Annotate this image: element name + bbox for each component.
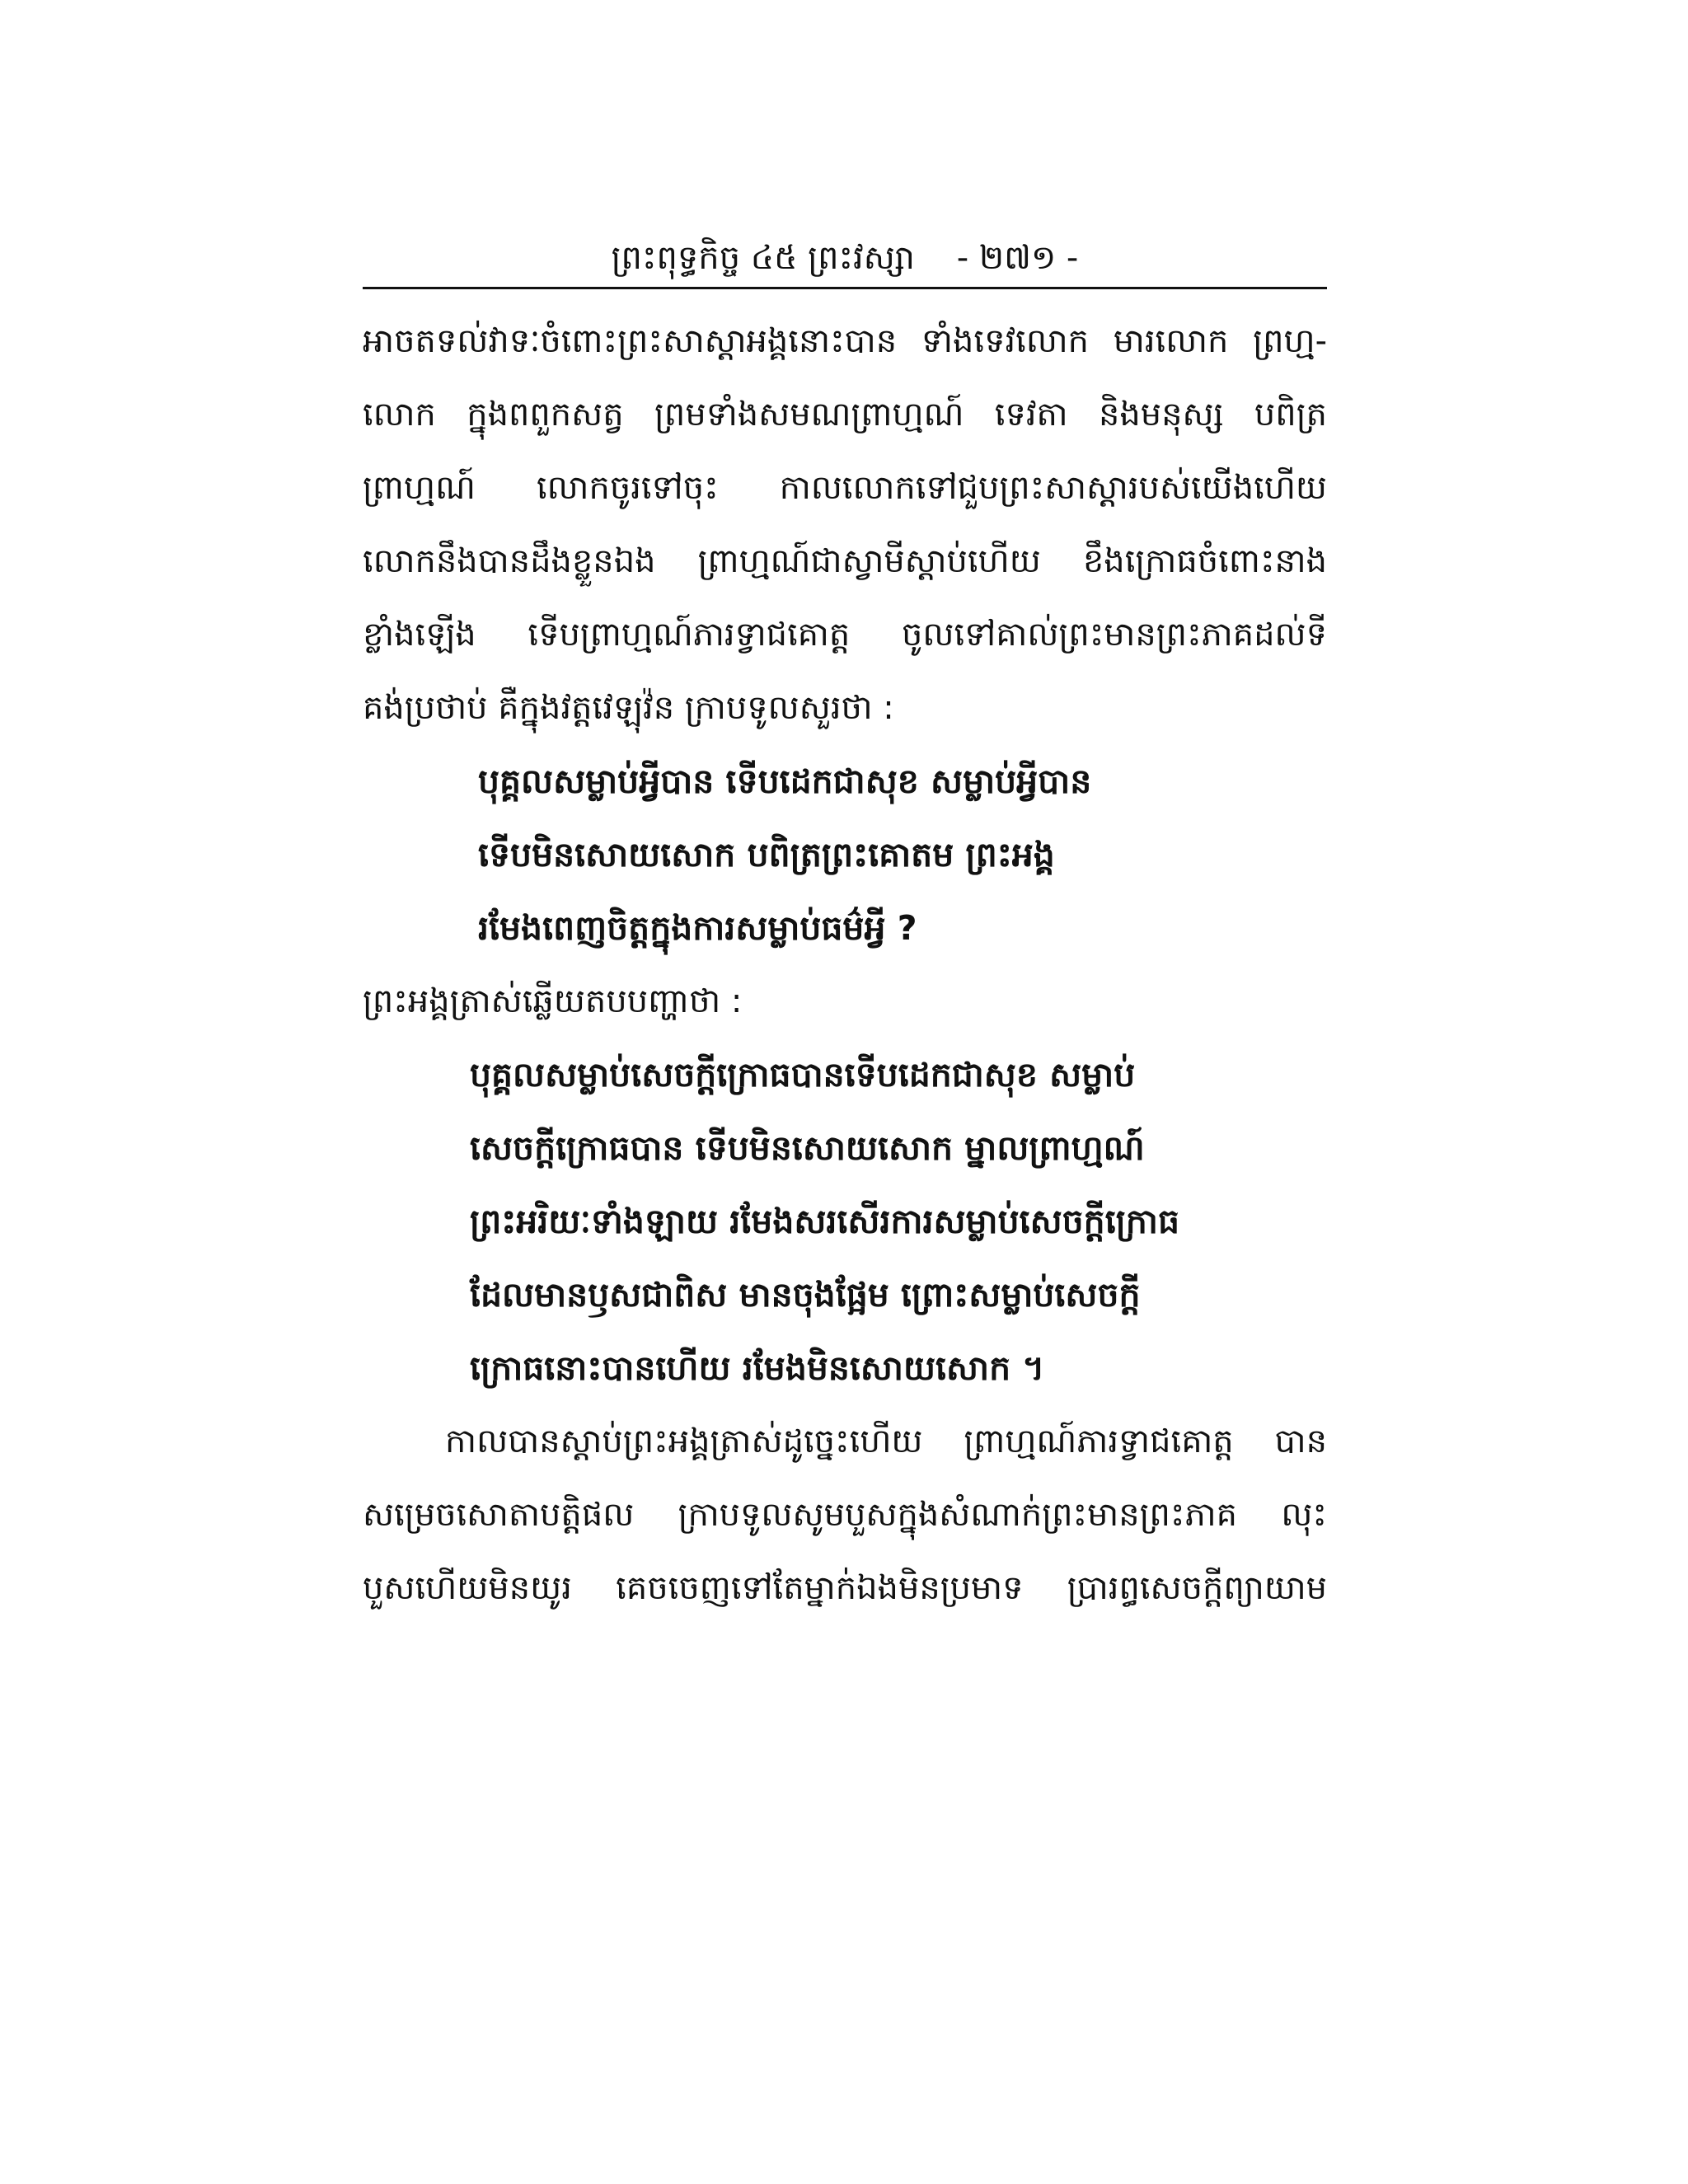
verse-answer bbox=[363, 1038, 1327, 1405]
verse-line: ព្រះអរិយៈទាំងឡាយ រមែងសរសើរការសម្លាប់សេចក្តីក្រោធ bbox=[470, 1202, 1179, 1241]
text-line: លោក ក្នុងពពួកសត្វ ព្រមទាំងសមណព្រាហ្មណ៍ ទេវតា និងមនុស្ស បពិត្រ bbox=[363, 396, 1327, 434]
page-number: - ២៧១ - bbox=[956, 239, 1079, 277]
verse-line: ក្រោធនោះបានហើយ រមែងមិនសោយសោក ។ bbox=[470, 1348, 1045, 1388]
text-line: កាលបានស្តាប់ព្រះអង្គត្រាស់ដូច្នេះហើយ ព្រាហ្មណ៍ភារទ្វាជគោត្ត បាន bbox=[445, 1422, 1327, 1460]
running-header bbox=[363, 232, 1327, 284]
text-line: ព្រាហ្មណ៍ លោកចូរទៅចុះ កាលលោកទៅជួបព្រះសាស្តារបស់យើងហើយ bbox=[363, 469, 1327, 507]
text-line: បួសហើយមិនយូរ គេចចេញទៅតែម្នាក់ឯងមិនប្រមាទ ប្រារព្ធសេចក្តីព្យាយាម bbox=[363, 1569, 1327, 1607]
verse-line: ទើបមិនសោយសោក បពិត្រព្រះគោតម ព្រះអង្គ bbox=[478, 835, 1055, 874]
verse-line: ដែលមានឫសជាពិស មានចុងផ្អែម ព្រោះសម្លាប់សេចក្តី bbox=[470, 1275, 1141, 1315]
text-line: សម្រេចសោតាបត្តិផល ក្រាបទូលសូមបួសក្នុងសំណាក់ព្រះមានព្រះភាគ លុះ bbox=[363, 1496, 1327, 1534]
verse-line: រមែងពេញចិត្តក្នុងការសម្លាប់ធម៌អ្វី ? bbox=[478, 908, 917, 948]
body-text bbox=[363, 305, 1327, 1625]
text-line: ខ្លាំងឡើង ទើបព្រាហ្មណ៍ភារទ្វាជគោត្ត ចូលទៅគាល់ព្រះមានព្រះភាគដល់ទី bbox=[363, 616, 1327, 654]
reply-intro: ព្រះអង្គត្រាស់ឆ្លើយតបបញ្ហាថា : bbox=[363, 982, 743, 1020]
verse-line: សេចក្តីក្រោធបាន ទើបមិនសោយសោក ម្នាលព្រាហ្មណ៍ bbox=[470, 1128, 1145, 1168]
verse-line: បុគ្គលសម្លាប់អ្វីបាន ទើបដេកជាសុខ សម្លាប់អ្វីបាន bbox=[478, 762, 1092, 801]
paragraph-1 bbox=[363, 305, 1327, 745]
text-line: លោកនឹងបានដឹងខ្លួនឯង ព្រាហ្មណ៍ជាស្វាមីស្តាប់ហើយ ខឹងក្រោធចំពោះនាង bbox=[363, 542, 1327, 580]
text-line: គង់ប្រថាប់ គឺក្នុងវត្តវេឡុវ៉ន ក្រាបទូលសួរថា : bbox=[363, 689, 894, 727]
paragraph-2 bbox=[363, 1405, 1327, 1625]
verse-line: បុគ្គលសម្លាប់សេចក្តីក្រោធបានទើបដេកជាសុខ សម្លាប់ bbox=[470, 1055, 1136, 1094]
text-line: អាចតទល់វាទៈចំពោះព្រះសាស្តាអង្គនោះបាន ទាំងទេវលោក មារលោក ព្រហ្ម- bbox=[363, 322, 1327, 360]
header-rule bbox=[363, 287, 1327, 289]
header-title: ព្រះពុទ្ធកិច្ច ៤៥ ព្រះវស្សា bbox=[611, 239, 915, 277]
verse-question bbox=[363, 745, 1327, 965]
